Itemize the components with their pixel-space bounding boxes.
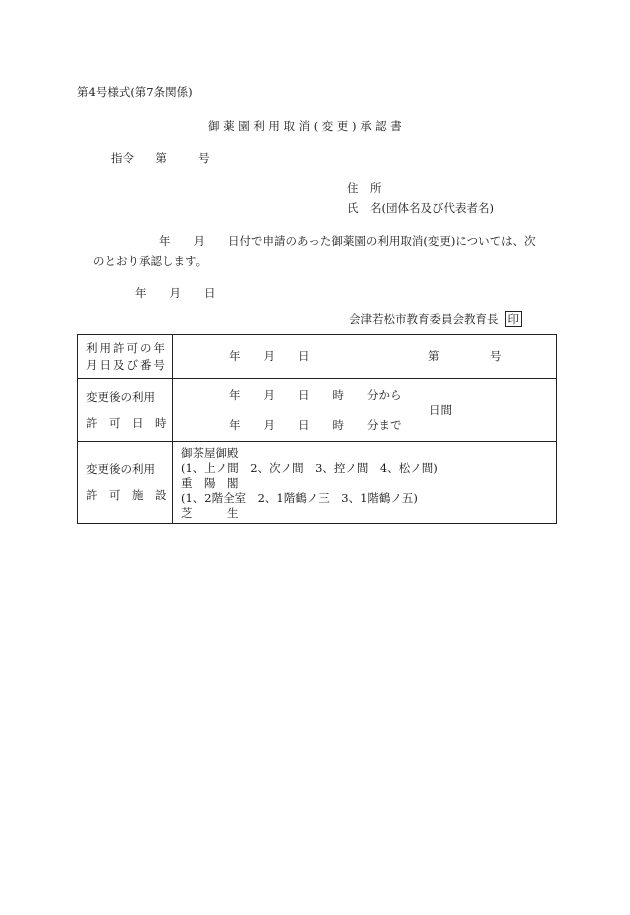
facility-line: (1、2階全室 2、1階鶴ノ三 3、1階鶴ノ五) [181,491,418,505]
issuer-block [349,311,522,327]
facilities-label [78,442,173,524]
recipient-name: 氏 名(団体名及び代表者名) [347,201,494,215]
permit-table [77,334,557,524]
command-number [111,153,210,165]
facility-line: 芝 生 [181,506,239,520]
label-line: 利用許可の年 [86,340,167,355]
facility-line: 御茶屋御殿 [181,446,239,460]
issue-date: 年 月 日 [135,286,216,300]
command-dai: 第 [155,151,167,165]
label-line: 月日及び番号 [86,357,167,372]
permit-date: 年 月 日 [229,349,310,363]
issuer-name: 会津若松市教育委員会教育長 [349,312,499,326]
label-line: 変更後の利用 [86,389,155,404]
table-row-permit-date [78,335,557,379]
body-line-2: のとおり承認します。 [93,254,208,268]
permit-date-value [173,335,557,379]
datetime-value [173,379,557,442]
seal-mark: 印 [505,311,523,327]
document-title: 御薬園利用取消(変更)承認書 [208,119,406,133]
recipient-address: 住 所 [347,181,382,195]
facility-line: 重 陽 閣 [181,476,239,490]
datetime-to: 年 月 日 時 分まで [229,418,402,432]
body-line-1: 年 月 日付で申請のあった御薬園の利用取消(変更)については、次 [159,234,536,248]
facility-line: (1、上ノ間 2、次ノ間 3、控ノ間 4、松ノ間) [181,461,438,475]
facilities-value [173,442,557,524]
datetime-label [78,379,173,442]
datetime-duration: 日間 [429,403,452,417]
label-line: 許 可 日 時 [86,415,167,430]
table-row-datetime [78,379,557,442]
permit-go: 号 [490,349,502,363]
permit-dai: 第 [428,349,440,363]
command-prefix: 指令 [111,151,134,165]
form-reference: 第4号様式(第7条関係) [77,85,193,99]
label-line: 許 可 施 設 [86,488,167,502]
table-row-facilities [78,442,557,524]
label-line: 変更後の利用 [86,462,155,476]
permit-date-label [78,335,173,379]
datetime-from: 年 月 日 時 分から [229,388,402,402]
command-go: 号 [198,151,210,165]
